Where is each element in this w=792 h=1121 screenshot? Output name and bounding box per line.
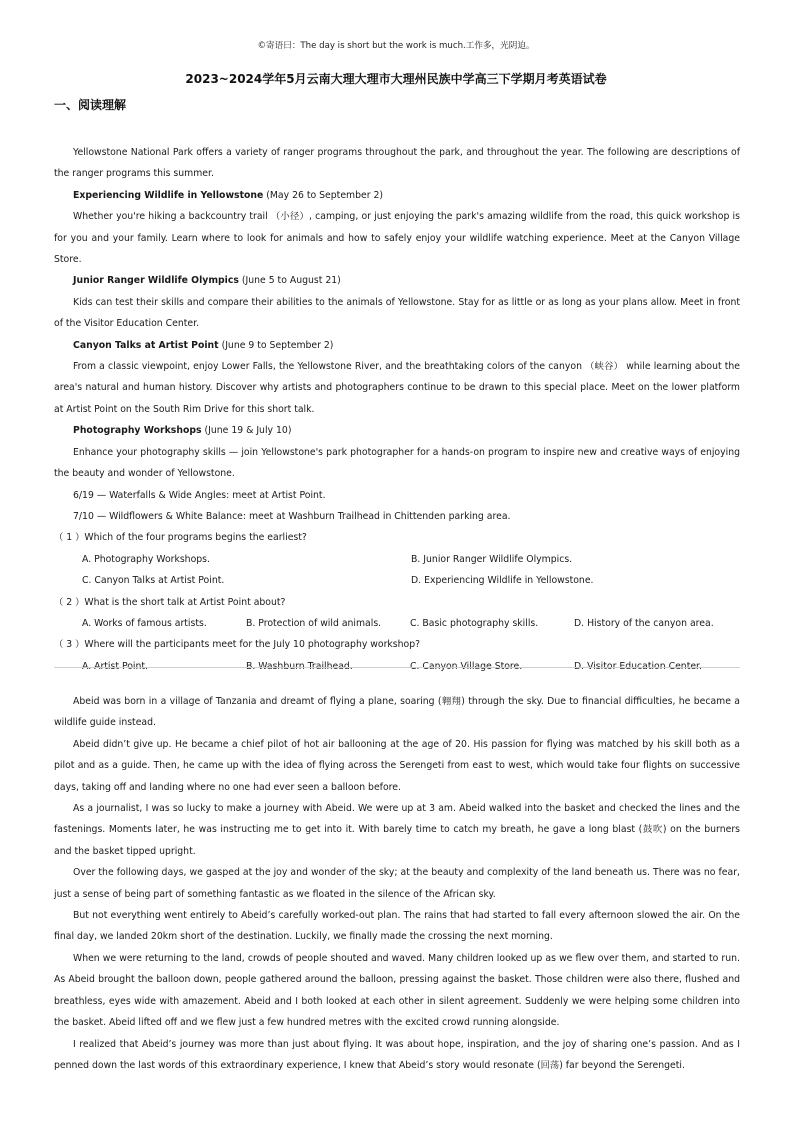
- question-stem: （ 3 ）Where will the participants meet for the July 10 photography workshop?: [54, 639, 421, 651]
- program-heading: [54, 335, 740, 356]
- option-b: B. Junior Ranger Wildlife Olympics.: [411, 553, 573, 565]
- section-divider: [54, 667, 740, 668]
- passage-abeid: [54, 691, 740, 1076]
- passage-yellowstone: [54, 142, 740, 677]
- program-description: Whether you're hiking a backcountry trail （小径）, camping, or just enjoying the park's amazing wildlife from the road, this quick workshop is for you and your family. Learn where to look for animals and how to safely enjoy your wildlife watching experience. Meet at the Canyon Village Store.: [54, 211, 740, 266]
- question-options: [54, 613, 740, 634]
- passage-paragraph: As a journalist, I was so lucky to make a journey with Abeid. We were up at 3 am. Abeid walked into the basket and checked the lines and the fastenings. Moments later, he was instructing me to get into it. With barely time to catch my breath, he gave a long blast (鼓吹) on the burners and the basket tipped upright.: [54, 803, 740, 857]
- page-title: 2023~2024学年5月云南大理大理市大理州民族中学高三下学期月考英语试卷: [185, 72, 607, 86]
- program-name: Photography Workshops: [73, 425, 202, 437]
- option-a: A. Artist Point.: [82, 660, 148, 672]
- option-d: D. Visitor Education Center.: [574, 660, 702, 672]
- program-description: Kids can test their skills and compare their abilities to the animals of Yellowstone. Stay for as little or as long as your plans allow. Meet in front of the Visitor Education Center.: [54, 296, 740, 330]
- option-c: C. Canyon Village Store.: [410, 660, 523, 672]
- question-options: [54, 570, 740, 591]
- passage-intro: Yellowstone National Park offers a variety of ranger programs throughout the park, and throughout the year. The following are descriptions of the ranger programs this summer.: [54, 147, 740, 180]
- option-c: C. Basic photography skills.: [410, 617, 539, 629]
- passage-paragraph: But not everything went entirely to Abeid’s carefully worked-out plan. The rains that had started to fall every afternoon slowed the air. On the final day, we landed 20km short of the destination. Luckily, we finally made the crossing the next morning.: [54, 910, 740, 943]
- passage-paragraph: Abeid didn’t give up. He became a chief pilot of hot air ballooning at the age of 20. His passion for flying was matched by his skill both as a pilot and as a guide. Then, he came up with the idea of flying across the Serengeti from east to west, which would take four flights on successive days, taking off and landing where no one had ever seen a balloon before.: [54, 738, 740, 793]
- program-name: Junior Ranger Wildlife Olympics: [73, 275, 239, 287]
- passage-paragraph: Abeid was born in a village of Tanzania and dreamt of flying a plane, soaring (翱翔) through the sky. Due to financial difficulties, he became a wildlife guide instead.: [54, 696, 740, 729]
- program-dates: (June 19 & July 10): [201, 425, 292, 437]
- program-heading: [54, 420, 740, 441]
- program-dates: (May 26 to September 2): [263, 189, 384, 201]
- schedule-line: 7/10 — Wildflowers & White Balance: meet at Washburn Trailhead in Chittenden parking area.: [73, 510, 511, 522]
- program-name: Experiencing Wildlife in Yellowstone: [73, 189, 264, 201]
- program-description: From a classic viewpoint, enjoy Lower Falls, the Yellowstone River, and the breathtaking colors of the canyon （峡谷） while learning about the area's natural and human history. Discover why artists and photographers continue to be drawn to this special place. Meet on the lower platform at Artist Point on the South Rim Drive for this short talk.: [54, 361, 740, 415]
- passage-paragraph: I realized that Abeid’s journey was more than just about flying. It was about hope, inspiration, and the joy of sharing one’s passion. And as I penned down the last words of this extraordinary experience, I knew that Abeid’s story would resonate (回荡) far beyond the Serengeti.: [54, 1038, 740, 1071]
- question-options: [54, 549, 740, 570]
- passage-paragraph: When we were returning to the land, crowds of people shouted and waved. Many children looked up as we flew over them, and started to run. As Abeid brought the balloon down, people gathered around the balloon, pressing against the basket. Those children were also there, flushed and breathless, eyes wide with amazement. Abeid and I both looked at each other in silent agreement. Suddenly we were helping some children into the basket. Abeid lifted off and we flew just a few hundred metres with the excited crowd running alongside.: [54, 952, 740, 1029]
- option-d: D. History of the canyon area.: [574, 617, 714, 629]
- question-stem: （ 2 ）What is the short talk at Artist Point about?: [54, 596, 286, 608]
- option-c: C. Canyon Talks at Artist Point.: [82, 575, 225, 587]
- program-name: Canyon Talks at Artist Point: [73, 339, 219, 351]
- program-dates: (June 5 to August 21): [238, 275, 341, 287]
- option-b: B. Washburn Trailhead.: [246, 660, 353, 672]
- program-heading: [54, 185, 740, 206]
- program-heading: [54, 270, 740, 291]
- section-heading: 一、阅读理解: [54, 98, 127, 112]
- option-a: A. Photography Workshops.: [82, 553, 210, 565]
- option-a: A. Works of famous artists.: [82, 617, 207, 629]
- program-dates: (June 9 to September 2): [218, 339, 334, 351]
- option-d: D. Experiencing Wildlife in Yellowstone.: [411, 575, 594, 587]
- passage-paragraph: Over the following days, we gasped at the joy and wonder of the sky; at the beauty and complexity of the land beneath us. There was no fear, just a sense of being part of something fantastic as we floated in the silence of the African sky.: [54, 867, 740, 900]
- schedule-line: 6/19 — Waterfalls & Wide Angles: meet at Artist Point.: [73, 489, 326, 501]
- option-b: B. Protection of wild animals.: [246, 617, 382, 629]
- question-stem: （ 1 ）Which of the four programs begins the earliest?: [54, 532, 307, 544]
- page-motto: ©寄语曰：The day is short but the work is much.工作多，光阴迫。: [257, 41, 535, 51]
- program-description: Enhance your photography skills — join Yellowstone's park photographer for a hands-on program to inspire new and creative ways of enjoying the beauty and wonder of Yellowstone.: [54, 446, 740, 480]
